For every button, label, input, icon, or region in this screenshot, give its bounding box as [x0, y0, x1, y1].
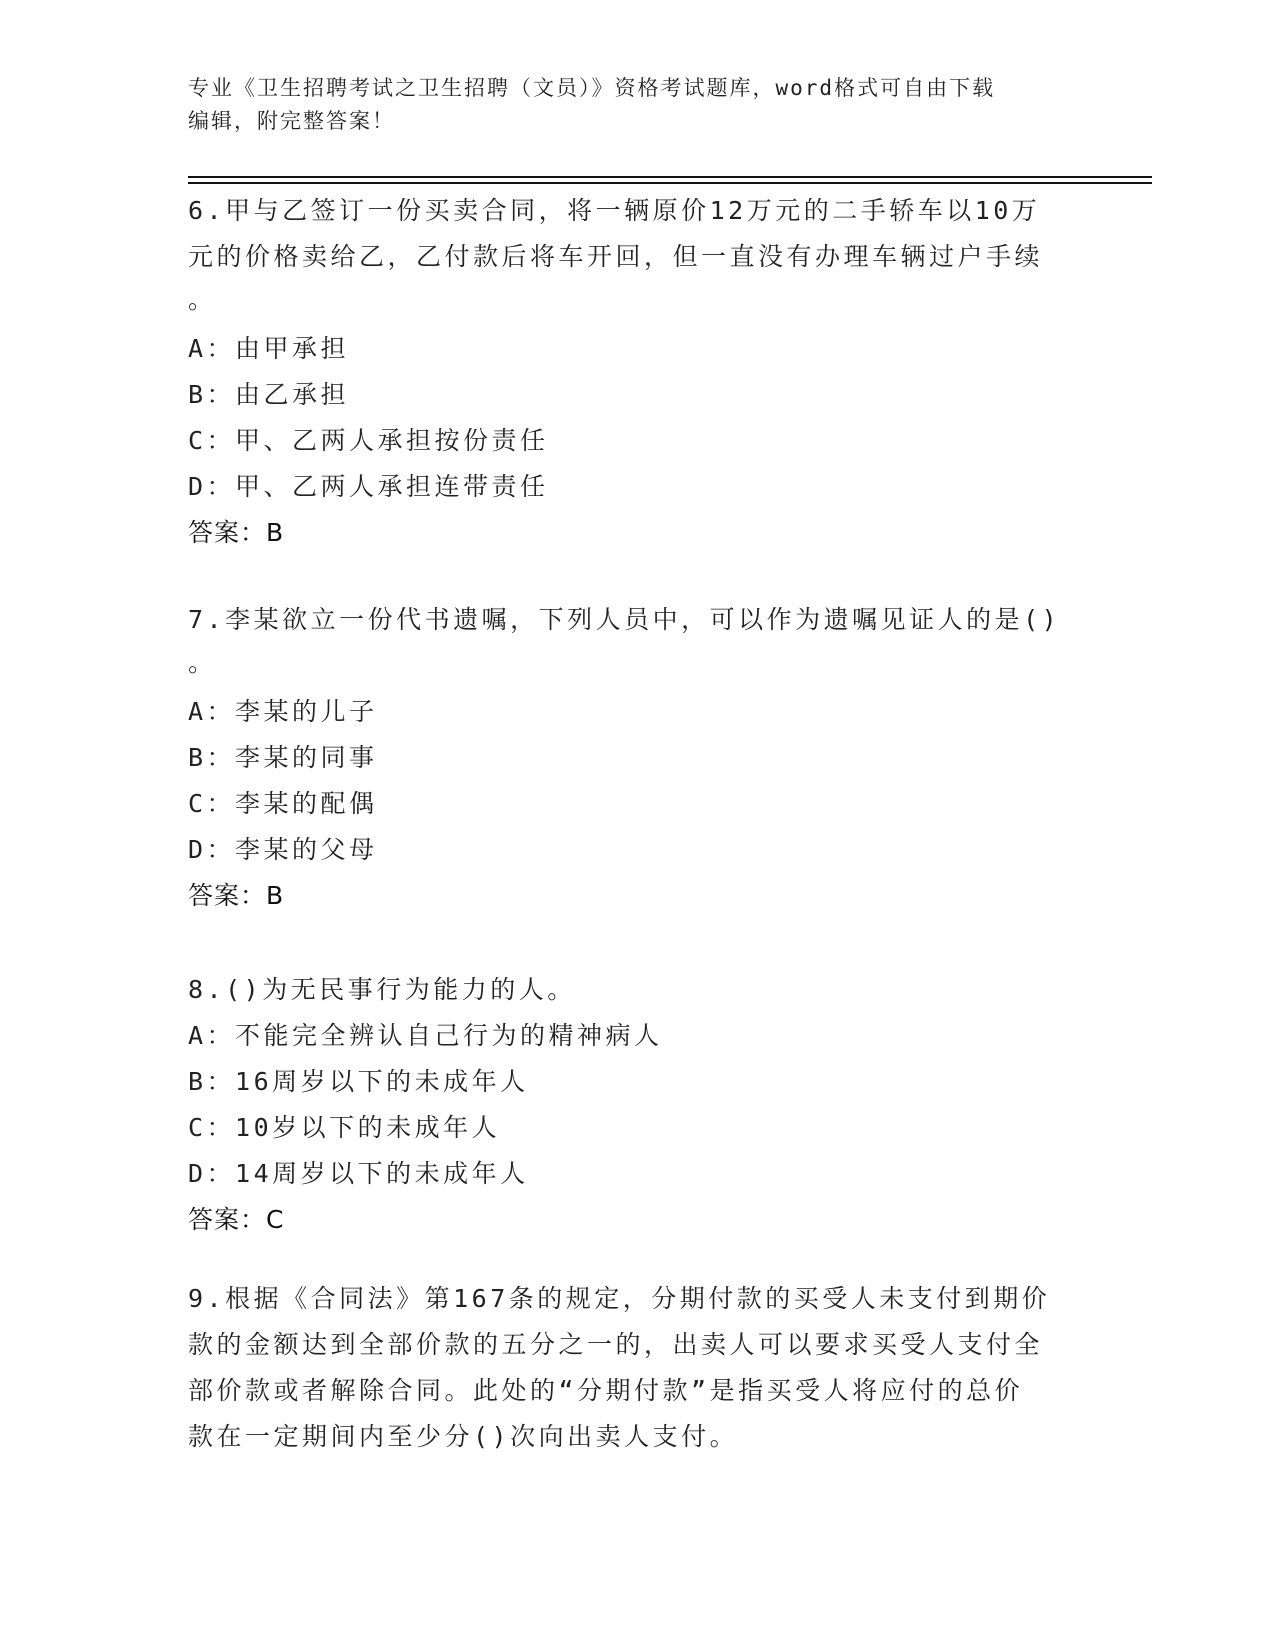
- option-c: C：10岁以下的未成年人: [188, 1113, 501, 1142]
- header-rule-bottom: [188, 182, 1152, 184]
- option-a: A：李某的儿子: [188, 697, 378, 726]
- header-line-2: 编辑，附完整答案！: [188, 109, 395, 133]
- stem-line: 款的金额达到全部价款的五分之一的，出卖人可以要求买受人支付全: [188, 1330, 1044, 1359]
- option-c: C：李某的配偶: [188, 789, 378, 818]
- question-stem: [188, 967, 1088, 1013]
- option-d: D：14周岁以下的未成年人: [188, 1159, 529, 1188]
- option-a: A：不能完全辨认自己行为的精神病人: [188, 1021, 663, 1050]
- stem-line: 9.根据《合同法》第167条的规定，分期付款的买受人未支付到期价: [188, 1284, 1051, 1313]
- stem-line: 8.()为无民事行为能力的人。: [188, 975, 576, 1004]
- header-rule-top: [188, 176, 1152, 178]
- question-9: [188, 1276, 1088, 1460]
- option-d: D：李某的父母: [188, 835, 378, 864]
- stem-line: 款在一定期间内至少分()次向出卖人支付。: [188, 1422, 739, 1451]
- option-d: D：甲、乙两人承担连带责任: [188, 472, 549, 501]
- header-line-1: 专业《卫生招聘考试之卫生招聘（文员）》资格考试题库，word格式可自由下载: [188, 76, 996, 100]
- stem-line: 元的价格卖给乙，乙付款后将车开回，但一直没有办理车辆过户手续: [188, 242, 1044, 271]
- option-a: A：由甲承担: [188, 334, 350, 363]
- stem-line: 部价款或者解除合同。此处的“分期付款”是指买受人将应付的总价: [188, 1376, 1024, 1405]
- answer-line: 答案：B: [188, 881, 285, 910]
- stem-line: 6.甲与乙签订一份买卖合同，将一辆原价12万元的二手轿车以10万: [188, 196, 1041, 225]
- question-8: [188, 967, 1088, 1243]
- option-b: B：16周岁以下的未成年人: [188, 1067, 529, 1096]
- option-c: C：甲、乙两人承担按份责任: [188, 426, 549, 455]
- question-stem: [188, 1276, 1088, 1460]
- answer-line: 答案：C: [188, 1205, 285, 1234]
- question-6: [188, 188, 1088, 556]
- answer-line: 答案：B: [188, 518, 285, 547]
- document-header: [188, 72, 1088, 138]
- stem-line: 7.李某欲立一份代书遗嘱，下列人员中，可以作为遗嘱见证人的是(): [188, 605, 1061, 634]
- question-stem: [188, 597, 1088, 689]
- stem-line: 。: [188, 648, 217, 677]
- option-b: B：由乙承担: [188, 380, 350, 409]
- question-7: [188, 597, 1088, 919]
- option-b: B：李某的同事: [188, 743, 378, 772]
- stem-line: 。: [188, 285, 217, 314]
- question-stem: [188, 188, 1088, 326]
